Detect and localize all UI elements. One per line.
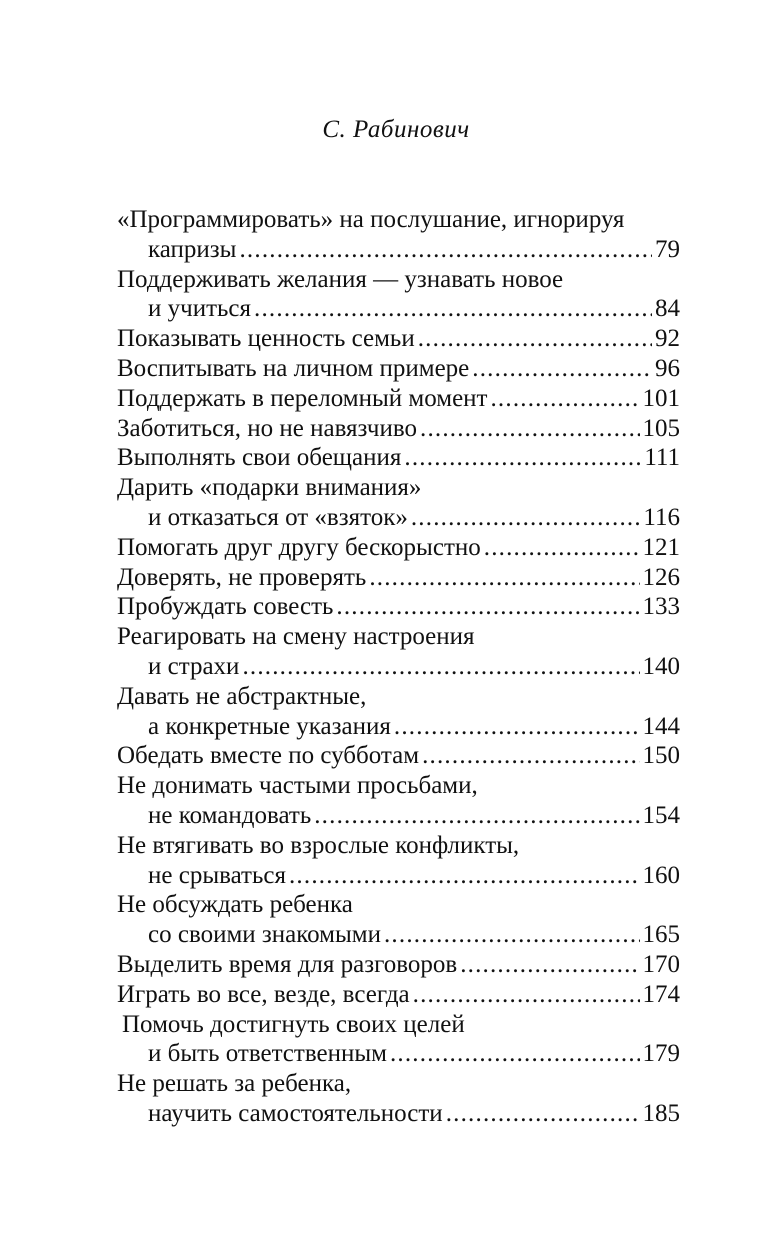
toc-entry-title: Доверять, не проверять	[117, 563, 367, 591]
toc-entry-title: научить самостоятельности	[148, 1099, 443, 1127]
toc-entry-line	[117, 1039, 680, 1069]
toc-entry-line	[117, 414, 680, 444]
toc-entry-title: Поддержать в переломный момент	[117, 384, 488, 412]
toc-entry-title: Пробуждать совесть	[117, 593, 334, 621]
toc-page-number: 96	[655, 354, 680, 382]
dot-leader	[404, 443, 641, 473]
dot-leader	[472, 354, 652, 384]
toc-entry-line	[117, 443, 680, 473]
toc-entry-line	[117, 831, 680, 861]
toc-page-number: 185	[642, 1099, 680, 1127]
toc-entry-line	[117, 890, 680, 920]
toc-entry-line	[117, 235, 680, 265]
dot-leader	[242, 652, 639, 682]
dot-leader	[336, 592, 639, 622]
dot-leader	[418, 324, 652, 354]
toc-page-number: 105	[642, 414, 680, 442]
toc-page-number: 150	[642, 742, 680, 770]
toc-page-number: 92	[655, 325, 680, 353]
toc-page-number: 170	[642, 950, 680, 978]
toc-entry-title: Поддерживать желания — узнавать новое	[117, 265, 564, 293]
toc-page-number: 144	[642, 712, 680, 740]
toc-page-number: 116	[643, 503, 680, 531]
toc-entry-line	[117, 712, 680, 742]
toc-entry-title: Не решать за ребенка,	[117, 1070, 352, 1098]
toc-entry-title: и отказаться от «взяток»	[148, 503, 408, 531]
toc-entry[interactable]	[117, 384, 680, 414]
toc-entry-title: не командовать	[148, 801, 312, 829]
toc-entry-line	[117, 384, 680, 414]
table-of-contents	[117, 205, 680, 1129]
toc-page-number: 111	[644, 444, 680, 472]
toc-entry-title: Не втягивать во взрослые конфликты,	[117, 831, 520, 859]
toc-entry-title: и страхи	[148, 652, 240, 680]
toc-entry[interactable]	[117, 950, 680, 980]
toc-entry-line	[117, 771, 680, 801]
toc-entry-title: Не донимать частыми просьбами,	[117, 772, 478, 800]
toc-entry[interactable]	[117, 682, 680, 742]
toc-entry-line	[117, 682, 680, 712]
dot-leader	[446, 1099, 640, 1129]
toc-entry-line	[117, 533, 680, 563]
dot-leader	[411, 503, 641, 533]
toc-entry-line	[117, 354, 680, 384]
toc-entry[interactable]	[117, 533, 680, 563]
toc-entry-line	[117, 950, 680, 980]
toc-page-number: 84	[655, 295, 680, 323]
toc-page-number: 126	[642, 563, 680, 591]
toc-entry[interactable]	[117, 443, 680, 473]
toc-entry-title: и быть ответственным	[148, 1040, 387, 1068]
toc-entry-title: Давать не абстрактные,	[117, 682, 367, 710]
toc-entry-title: не срываться	[148, 861, 286, 889]
toc-entry[interactable]	[117, 1069, 680, 1129]
toc-page-number: 101	[642, 384, 680, 412]
toc-entry[interactable]	[117, 563, 680, 593]
toc-entry-title: Заботиться, но не навязчиво	[117, 414, 417, 442]
toc-entry-title: Играть во все, везде, всегда	[117, 980, 410, 1008]
toc-page-number: 179	[642, 1040, 680, 1068]
toc-entry[interactable]	[117, 831, 680, 891]
dot-leader	[420, 414, 640, 444]
dot-leader	[390, 1039, 640, 1069]
toc-entry-title: Воспитывать на личном примере	[117, 354, 470, 382]
dot-leader	[384, 920, 640, 950]
dot-leader	[422, 741, 639, 771]
toc-entry-line	[117, 622, 680, 652]
toc-entry-line	[117, 1099, 680, 1129]
toc-entry-title: Помочь достигнуть своих целей	[122, 1010, 465, 1038]
toc-entry-line	[117, 801, 680, 831]
toc-entry-line	[117, 294, 680, 324]
toc-entry-title: Выделить время для разговоров	[117, 950, 458, 978]
toc-page-number: 140	[642, 652, 680, 680]
toc-entry-line	[117, 503, 680, 533]
toc-entry-title: а конкретные указания	[148, 712, 391, 740]
toc-page-number: 79	[655, 235, 680, 263]
dot-leader	[289, 861, 640, 891]
toc-entry-line	[117, 324, 680, 354]
toc-entry[interactable]	[117, 473, 680, 533]
toc-page-number: 165	[642, 921, 680, 949]
toc-entry[interactable]	[117, 890, 680, 950]
toc-entry-line	[117, 861, 680, 891]
toc-entry[interactable]	[117, 205, 680, 265]
toc-entry-title: Дарить «подарки внимания»	[117, 474, 422, 502]
toc-entry-line	[117, 592, 680, 622]
toc-entry-title: Помогать друг другу бескорыстно	[117, 533, 481, 561]
toc-page-number: 121	[642, 533, 680, 561]
running-header-author: С. Рабинович	[322, 116, 470, 143]
toc-entry[interactable]	[117, 622, 680, 682]
toc-entry-line	[117, 980, 680, 1010]
toc-entry[interactable]	[117, 592, 680, 622]
toc-entry-line	[117, 563, 680, 593]
toc-page-number: 154	[642, 801, 680, 829]
toc-entry-line	[117, 205, 680, 235]
toc-entry-title: «Программировать» на послушание, игнорируя	[117, 206, 625, 233]
toc-entry-line	[117, 1069, 680, 1099]
toc-entry-title: Не обсуждать ребенка	[117, 891, 353, 919]
toc-entry-line	[117, 473, 680, 503]
toc-entry-line	[117, 652, 680, 682]
toc-entry-line	[117, 265, 680, 295]
toc-entry[interactable]	[117, 980, 680, 1010]
toc-entry[interactable]	[117, 771, 680, 831]
dot-leader	[314, 801, 639, 831]
dot-leader	[460, 950, 639, 980]
toc-entry-title: Выполнять свои обещания	[117, 444, 402, 472]
toc-entry[interactable]	[117, 324, 680, 354]
dot-leader	[239, 235, 652, 265]
toc-entry[interactable]	[117, 741, 680, 771]
dot-leader	[394, 712, 640, 742]
dot-leader	[369, 563, 639, 593]
toc-entry-title: и учиться	[148, 295, 252, 323]
toc-entry[interactable]	[117, 354, 680, 384]
toc-entry-title: Обедать вместе по субботам	[117, 742, 420, 770]
toc-entry-title: Показывать ценность семьи	[117, 325, 415, 353]
dot-leader	[413, 980, 640, 1010]
toc-entry[interactable]	[117, 414, 680, 444]
dot-leader	[490, 384, 639, 414]
toc-entry-title: капризы	[148, 235, 237, 263]
toc-entry-title: Реагировать на смену настроения	[117, 623, 475, 651]
toc-entry[interactable]	[117, 265, 680, 325]
toc-entry-line	[117, 920, 680, 950]
toc-page-number: 174	[642, 980, 680, 1008]
toc-entry-title: со своими знакомыми	[148, 921, 381, 949]
toc-page-number: 133	[642, 593, 680, 621]
dot-leader	[254, 294, 652, 324]
toc-page-number: 160	[642, 861, 680, 889]
toc-entry-line	[117, 741, 680, 771]
dot-leader	[484, 533, 640, 563]
toc-entry[interactable]	[117, 1010, 680, 1070]
toc-entry-line	[117, 1010, 680, 1040]
